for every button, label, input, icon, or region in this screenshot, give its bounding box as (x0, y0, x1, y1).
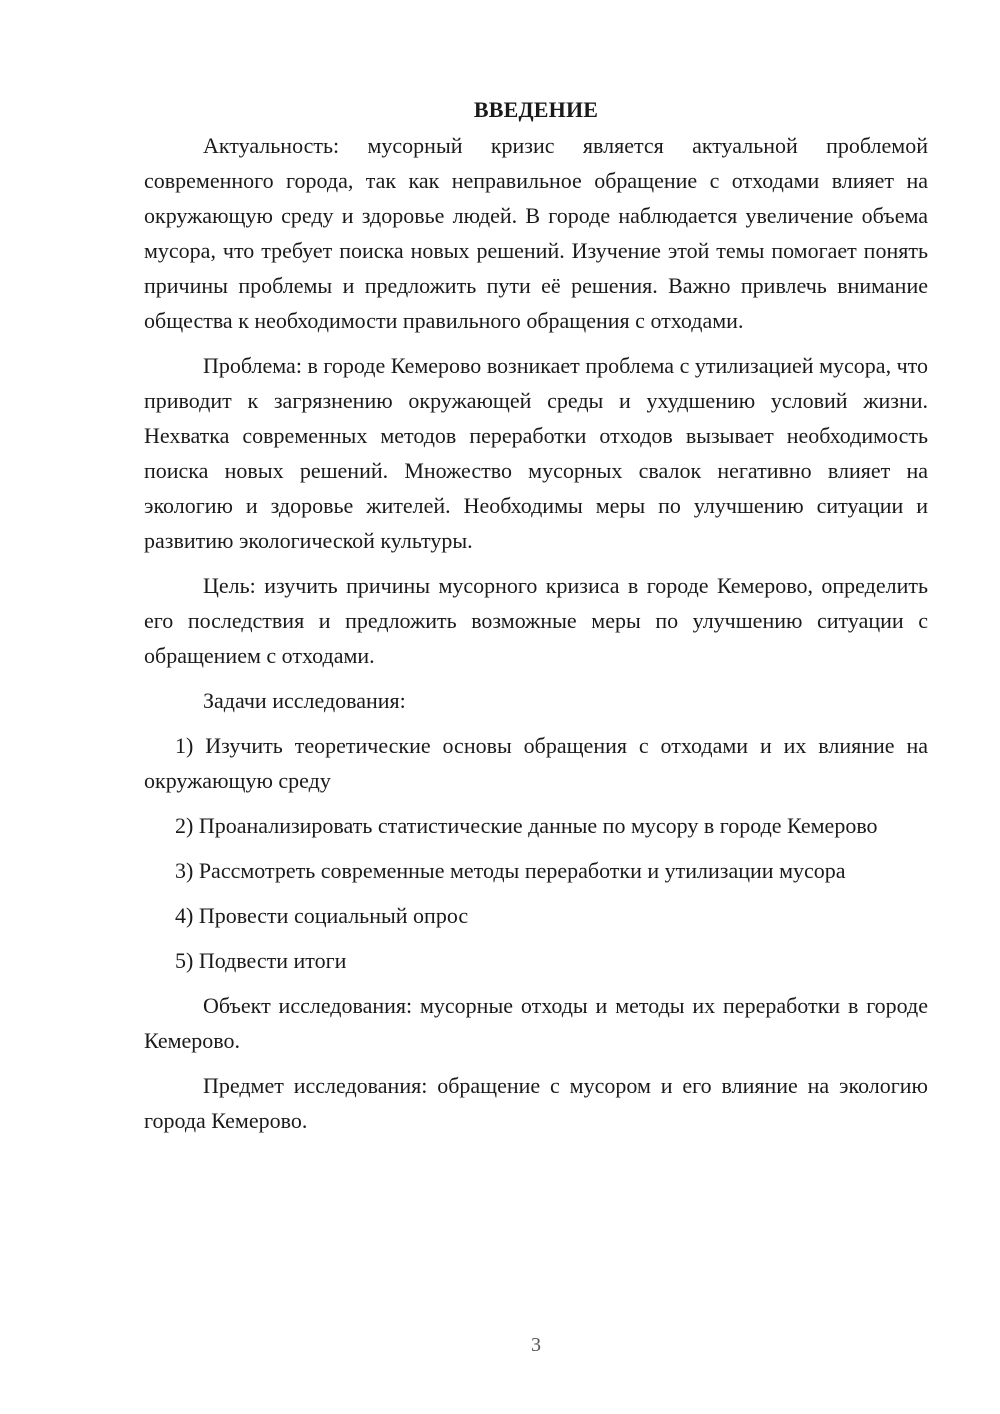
section-heading: ВВЕДЕНИЕ (473, 97, 599, 122)
paragraph-goal: Цель: изучить причины мусорного кризиса в городе Кемерово, определить его последствия и предложить возможные меры по улучшению ситуации с обращением с отходами. (144, 573, 928, 668)
page-number: 3 (531, 1334, 541, 1356)
task-item-3: 3) Рассмотреть современные методы переработки и утилизации мусора (175, 858, 846, 883)
task-item-1: 1) Изучить теоретические основы обращения с отходами и их влияние на окружающую среду (144, 733, 928, 793)
paragraph-tasks-intro: Задачи исследования: (203, 688, 406, 713)
paragraph-problem: Проблема: в городе Кемерово возникает проблема с утилизацией мусора, что приводит к загрязнению окружающей среды и ухудшению условий жизни. Нехватка современных методов переработки отходов вызывает необходимость поиска новых решений. Множество мусорных свалок негативно влияет на экологию и здоровье жителей. Необходимы меры по улучшению ситуации и развитию экологической культуры. (144, 353, 928, 553)
paragraph-subject: Предмет исследования: обращение с мусором и его влияние на экологию города Кемерово. (144, 1073, 928, 1133)
paragraph-object: Объект исследования: мусорные отходы и методы их переработки в городе Кемерово. (144, 993, 928, 1053)
task-item-4: 4) Провести социальный опрос (175, 903, 469, 928)
task-list (144, 728, 928, 978)
task-item-5: 5) Подвести итоги (175, 948, 347, 973)
paragraph-relevance: Актуальность: мусорный кризис является актуальной проблемой современного города, так как неправильное обращение с отходами влияет на окружающую среду и здоровье людей. В городе наблюдается увеличение объема мусора, что требует поиска новых решений. Изучение этой темы помогает понять причины проблемы и предложить пути её решения. Важно привлечь внимание общества к необходимости правильного обращения с отходами. (144, 133, 928, 333)
task-item-2: 2) Проанализировать статистические данные по мусору в городе Кемерово (175, 813, 878, 838)
document-body (144, 92, 928, 1138)
